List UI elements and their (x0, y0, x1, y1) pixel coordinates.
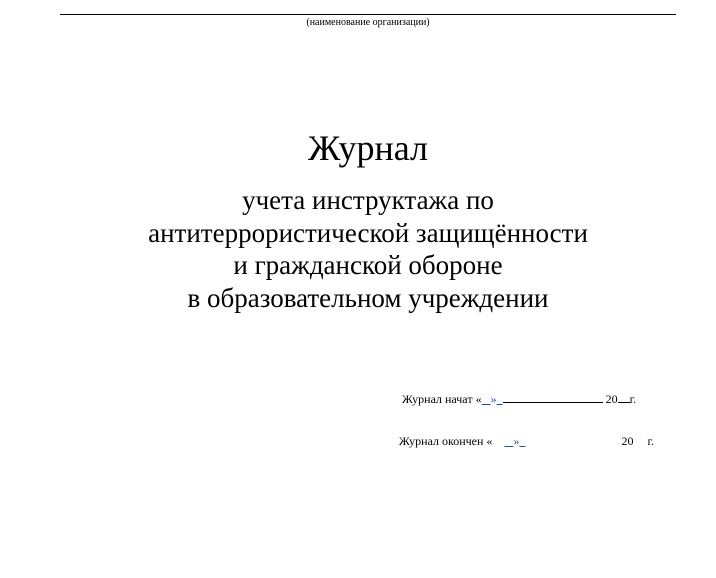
organization-name-line (60, 14, 676, 15)
subtitle-line: в образовательном учреждении (187, 282, 549, 313)
start-day-field[interactable]: » (490, 392, 497, 406)
start-label: Журнал начат « (402, 392, 482, 406)
organization-caption: (наименование организации) (306, 17, 430, 28)
subtitle-line: и гражданской обороне (233, 250, 503, 280)
start-year-prefix: 20 (605, 392, 618, 406)
end-year-suffix: г. (647, 434, 655, 448)
end-year-prefix: 20 (621, 434, 634, 448)
journal-end-row (399, 434, 654, 449)
subtitle-line: антитеррористической защищённости (148, 217, 588, 248)
end-day-field[interactable]: » (513, 434, 520, 448)
start-year-suffix: г. (629, 392, 637, 406)
journal-subtitle (0, 184, 716, 314)
end-label: Журнал окончен « (399, 434, 493, 448)
journal-title: Журнал (307, 128, 429, 168)
journal-start-row (402, 392, 636, 407)
start-month-field[interactable] (503, 392, 603, 403)
start-year-field[interactable] (618, 392, 630, 403)
subtitle-line: учета инструктажа по (242, 185, 494, 215)
